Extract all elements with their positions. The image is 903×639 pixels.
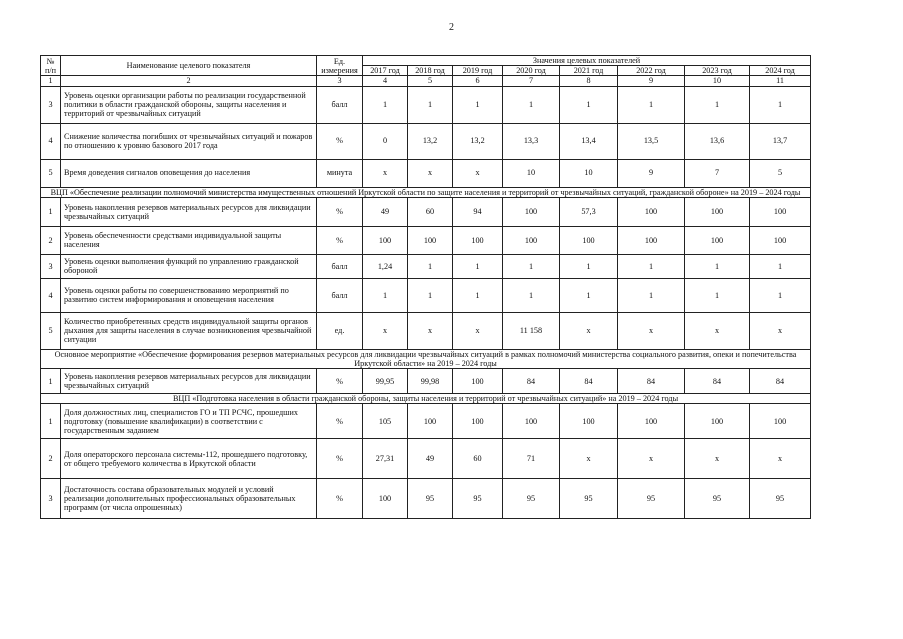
value-cell: 13,2 bbox=[453, 123, 503, 159]
value-cell: 71 bbox=[503, 439, 560, 479]
header-values-title: Значения целевых показателей bbox=[363, 56, 811, 66]
section-row bbox=[41, 187, 811, 197]
value-cell: 100 bbox=[560, 404, 618, 439]
header-name: Наименование целевого показателя bbox=[61, 56, 317, 76]
column-number: 3 bbox=[317, 76, 363, 86]
value-cell: 100 bbox=[453, 369, 503, 394]
column-number: 11 bbox=[750, 76, 811, 86]
table-row bbox=[41, 439, 811, 479]
value-cell: 84 bbox=[503, 369, 560, 394]
indicator-unit: балл bbox=[317, 278, 363, 312]
column-number: 6 bbox=[453, 76, 503, 86]
value-cell: 99,95 bbox=[363, 369, 408, 394]
value-cell: х bbox=[618, 312, 685, 349]
value-cell: 84 bbox=[685, 369, 750, 394]
column-number: 9 bbox=[618, 76, 685, 86]
value-cell: 13,6 bbox=[685, 123, 750, 159]
value-cell: 11 158 bbox=[503, 312, 560, 349]
header-year: 2024 год bbox=[750, 66, 811, 76]
value-cell: 95 bbox=[503, 479, 560, 519]
row-number: 5 bbox=[41, 312, 61, 349]
row-number: 1 bbox=[41, 197, 61, 226]
value-cell: 100 bbox=[685, 197, 750, 226]
value-cell: 1 bbox=[685, 278, 750, 312]
value-cell: 27,31 bbox=[363, 439, 408, 479]
value-cell: 100 bbox=[503, 197, 560, 226]
header-year: 2018 год bbox=[408, 66, 453, 76]
value-cell: 13,2 bbox=[408, 123, 453, 159]
value-cell: 1 bbox=[363, 278, 408, 312]
value-cell: х bbox=[685, 312, 750, 349]
indicator-name: Доля операторского персонала системы-112, прошедшего подготовку, от общего требуемого количества в Иркутской области bbox=[61, 439, 317, 479]
row-number: 3 bbox=[41, 254, 61, 278]
value-cell: 1 bbox=[453, 278, 503, 312]
column-number: 1 bbox=[41, 76, 61, 86]
table-row bbox=[41, 226, 811, 254]
value-cell: х bbox=[363, 159, 408, 187]
value-cell: 100 bbox=[363, 226, 408, 254]
value-cell: 84 bbox=[750, 369, 811, 394]
value-cell: 100 bbox=[503, 226, 560, 254]
value-cell: 1 bbox=[408, 278, 453, 312]
row-number: 2 bbox=[41, 439, 61, 479]
indicator-unit: % bbox=[317, 369, 363, 394]
value-cell: 1 bbox=[503, 86, 560, 123]
column-number: 10 bbox=[685, 76, 750, 86]
column-number: 2 bbox=[61, 76, 317, 86]
section-title: ВЦП «Обеспечение реализации полномочий министерства имущественных отношений Иркутской области по защите населения и территорий от чрезвычайных ситуаций, гражданской обороне» на 2019 – 2024 годы bbox=[41, 187, 811, 197]
indicator-name: Уровень оценки организации работы по реализации государственной политики в области гражданской обороны, защиты населения и территорий от чрезвычайных ситуаций bbox=[61, 86, 317, 123]
value-cell: 1 bbox=[618, 254, 685, 278]
value-cell: 100 bbox=[453, 226, 503, 254]
value-cell: 60 bbox=[453, 439, 503, 479]
indicator-name: Количество приобретенных средств индивидуальной защиты органов дыхания для защиты населения в случае возникновения чрезвычайной ситуации bbox=[61, 312, 317, 349]
value-cell: 49 bbox=[363, 197, 408, 226]
indicator-name: Уровень накопления резервов материальных ресурсов для ликвидации чрезвычайных ситуаций bbox=[61, 197, 317, 226]
indicator-unit: ед. bbox=[317, 312, 363, 349]
indicator-name: Снижение количества погибших от чрезвычайных ситуаций и пожаров по отношению к уровню базового 2017 года bbox=[61, 123, 317, 159]
indicator-name: Уровень оценки работы по совершенствованию мероприятий по развитию систем информирования и оповещения населения bbox=[61, 278, 317, 312]
value-cell: 0 bbox=[363, 123, 408, 159]
column-number: 7 bbox=[503, 76, 560, 86]
value-cell: 57,3 bbox=[560, 197, 618, 226]
value-cell: х bbox=[408, 159, 453, 187]
value-cell: 1 bbox=[453, 254, 503, 278]
header-num: № п/п bbox=[41, 56, 61, 76]
table-row bbox=[41, 86, 811, 123]
value-cell: 95 bbox=[750, 479, 811, 519]
indicator-name: Время доведения сигналов оповещения до населения bbox=[61, 159, 317, 187]
value-cell: 1 bbox=[560, 278, 618, 312]
row-number: 1 bbox=[41, 369, 61, 394]
header-year: 2019 год bbox=[453, 66, 503, 76]
value-cell: 5 bbox=[750, 159, 811, 187]
value-cell: 1 bbox=[685, 86, 750, 123]
section-row bbox=[41, 394, 811, 404]
value-cell: 84 bbox=[618, 369, 685, 394]
value-cell: 9 bbox=[618, 159, 685, 187]
indicator-unit: % bbox=[317, 123, 363, 159]
value-cell: 100 bbox=[363, 479, 408, 519]
value-cell: 10 bbox=[503, 159, 560, 187]
header-year: 2017 год bbox=[363, 66, 408, 76]
column-numbers-row bbox=[41, 76, 811, 86]
row-number: 1 bbox=[41, 404, 61, 439]
table-row bbox=[41, 197, 811, 226]
value-cell: 100 bbox=[750, 404, 811, 439]
value-cell: 100 bbox=[408, 226, 453, 254]
value-cell: 1 bbox=[503, 254, 560, 278]
value-cell: 95 bbox=[685, 479, 750, 519]
value-cell: х bbox=[685, 439, 750, 479]
value-cell: 1 bbox=[408, 254, 453, 278]
row-number: 5 bbox=[41, 159, 61, 187]
indicators-table bbox=[40, 55, 811, 519]
value-cell: х bbox=[453, 159, 503, 187]
indicator-unit: % bbox=[317, 404, 363, 439]
indicator-name: Достаточность состава образовательных модулей и условий реализации дополнительных профессиональных образовательных программ (от числа опрошенных) bbox=[61, 479, 317, 519]
value-cell: 105 bbox=[363, 404, 408, 439]
table-row bbox=[41, 123, 811, 159]
table-row bbox=[41, 159, 811, 187]
value-cell: 100 bbox=[750, 197, 811, 226]
column-number: 4 bbox=[363, 76, 408, 86]
value-cell: 99,98 bbox=[408, 369, 453, 394]
indicator-unit: минута bbox=[317, 159, 363, 187]
value-cell: 1 bbox=[618, 278, 685, 312]
value-cell: 60 bbox=[408, 197, 453, 226]
header-row bbox=[41, 56, 811, 66]
row-number: 4 bbox=[41, 123, 61, 159]
table-row bbox=[41, 404, 811, 439]
table-row bbox=[41, 312, 811, 349]
column-number: 8 bbox=[560, 76, 618, 86]
value-cell: х bbox=[750, 439, 811, 479]
indicator-unit: балл bbox=[317, 86, 363, 123]
row-number: 4 bbox=[41, 278, 61, 312]
value-cell: 10 bbox=[560, 159, 618, 187]
value-cell: 1 bbox=[560, 254, 618, 278]
indicator-name: Доля должностных лиц, специалистов ГО и ТП РСЧС, прошедших подготовку (повышение квалификации) в соответствии с государственным заданием bbox=[61, 404, 317, 439]
indicator-unit: % bbox=[317, 479, 363, 519]
header-year: 2022 год bbox=[618, 66, 685, 76]
value-cell: 1 bbox=[560, 86, 618, 123]
value-cell: 100 bbox=[618, 404, 685, 439]
value-cell: 1 bbox=[750, 86, 811, 123]
header-unit: Ед. измерения bbox=[317, 56, 363, 76]
value-cell: 1 bbox=[503, 278, 560, 312]
value-cell: 100 bbox=[560, 226, 618, 254]
table-row bbox=[41, 369, 811, 394]
row-number: 3 bbox=[41, 479, 61, 519]
value-cell: 84 bbox=[560, 369, 618, 394]
value-cell: 95 bbox=[618, 479, 685, 519]
table-row bbox=[41, 254, 811, 278]
value-cell: 100 bbox=[408, 404, 453, 439]
value-cell: 13,7 bbox=[750, 123, 811, 159]
value-cell: 1,24 bbox=[363, 254, 408, 278]
section-title: ВЦП «Подготовка населения в области гражданской обороны, защиты населения и территорий от чрезвычайных ситуаций» на 2019 – 2024 годы bbox=[41, 394, 811, 404]
value-cell: х bbox=[363, 312, 408, 349]
value-cell: 100 bbox=[685, 226, 750, 254]
header-year: 2020 год bbox=[503, 66, 560, 76]
indicator-unit: балл bbox=[317, 254, 363, 278]
value-cell: 100 bbox=[685, 404, 750, 439]
value-cell: х bbox=[560, 312, 618, 349]
value-cell: х bbox=[408, 312, 453, 349]
value-cell: 1 bbox=[618, 86, 685, 123]
value-cell: х bbox=[560, 439, 618, 479]
value-cell: 100 bbox=[618, 197, 685, 226]
value-cell: 94 bbox=[453, 197, 503, 226]
value-cell: 13,4 bbox=[560, 123, 618, 159]
value-cell: 7 bbox=[685, 159, 750, 187]
value-cell: 1 bbox=[363, 86, 408, 123]
indicator-name: Уровень обеспеченности средствами индивидуальной защиты населения bbox=[61, 226, 317, 254]
value-cell: 100 bbox=[750, 226, 811, 254]
section-title: Основное мероприятие «Обеспечение формирования резервов материальных ресурсов для ликвидации чрезвычайных ситуаций в рамках полномочий министерства социального развития, опеки и попечительства Иркутской области» на 2019 – 2024 годы bbox=[41, 349, 811, 368]
value-cell: 1 bbox=[750, 278, 811, 312]
value-cell: 1 bbox=[685, 254, 750, 278]
page-number: 2 bbox=[449, 22, 454, 33]
value-cell: 13,5 bbox=[618, 123, 685, 159]
value-cell: 49 bbox=[408, 439, 453, 479]
section-row bbox=[41, 349, 811, 368]
indicator-name: Уровень оценки выполнения функций по управлению гражданской обороной bbox=[61, 254, 317, 278]
value-cell: 1 bbox=[408, 86, 453, 123]
value-cell: 100 bbox=[503, 404, 560, 439]
header-year: 2021 год bbox=[560, 66, 618, 76]
column-number: 5 bbox=[408, 76, 453, 86]
value-cell: 100 bbox=[618, 226, 685, 254]
indicator-unit: % bbox=[317, 197, 363, 226]
indicator-unit: % bbox=[317, 226, 363, 254]
header-year: 2023 год bbox=[685, 66, 750, 76]
table-row bbox=[41, 479, 811, 519]
value-cell: х bbox=[750, 312, 811, 349]
value-cell: 95 bbox=[408, 479, 453, 519]
table-row bbox=[41, 278, 811, 312]
value-cell: 100 bbox=[453, 404, 503, 439]
indicator-name: Уровень накопления резервов материальных ресурсов для ликвидации чрезвычайных ситуаций bbox=[61, 369, 317, 394]
value-cell: х bbox=[618, 439, 685, 479]
value-cell: 95 bbox=[453, 479, 503, 519]
value-cell: х bbox=[453, 312, 503, 349]
value-cell: 13,3 bbox=[503, 123, 560, 159]
row-number: 3 bbox=[41, 86, 61, 123]
indicator-unit: % bbox=[317, 439, 363, 479]
row-number: 2 bbox=[41, 226, 61, 254]
value-cell: 95 bbox=[560, 479, 618, 519]
value-cell: 1 bbox=[750, 254, 811, 278]
value-cell: 1 bbox=[453, 86, 503, 123]
